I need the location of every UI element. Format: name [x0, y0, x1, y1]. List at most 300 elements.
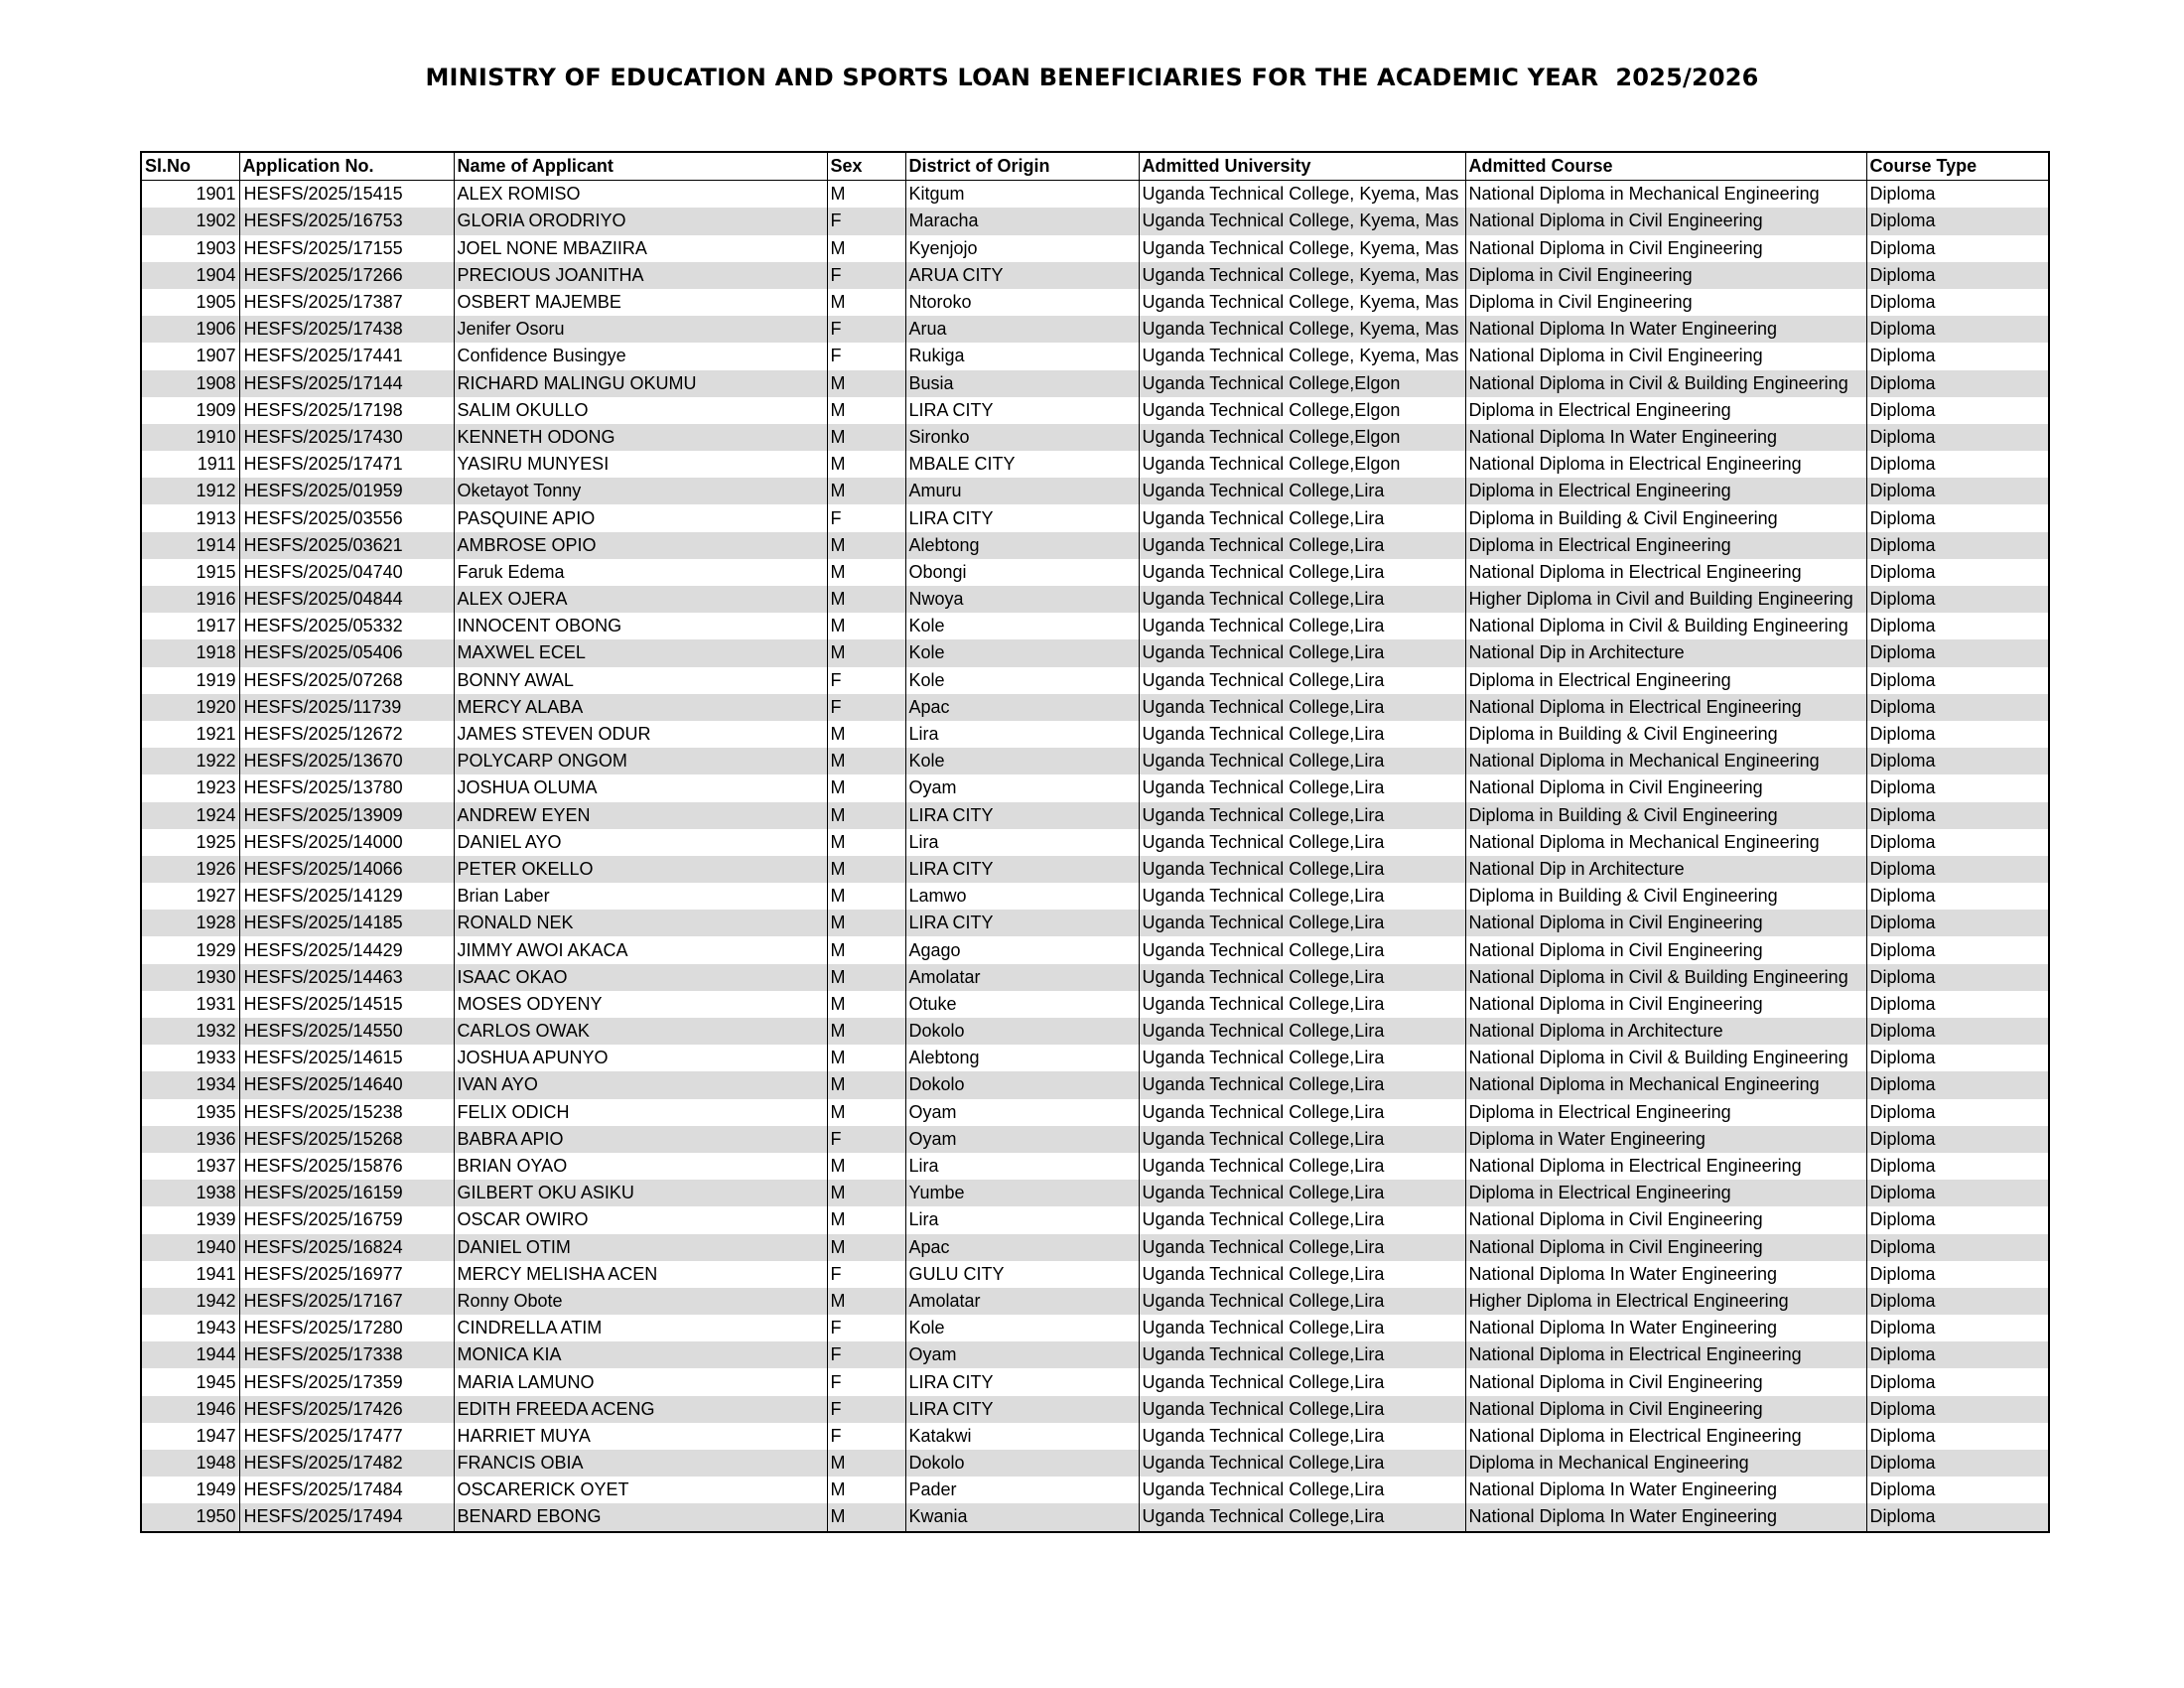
cell-sex: F	[827, 1423, 905, 1450]
cell-sex: M	[827, 1018, 905, 1045]
cell-course: National Diploma in Civil & Building Engineering	[1465, 1045, 1866, 1071]
cell-sex: M	[827, 1071, 905, 1098]
cell-name: MERCY ALABA	[454, 694, 827, 721]
cell-course: National Diploma in Electrical Engineering	[1465, 694, 1866, 721]
cell-name: Brian Laber	[454, 883, 827, 910]
table-row	[142, 936, 2048, 963]
cell-course: National Diploma In Water Engineering	[1465, 316, 1866, 343]
cell-course-type: Diploma	[1866, 721, 2048, 748]
table-row	[142, 1503, 2048, 1530]
cell-sex: F	[827, 1341, 905, 1368]
cell-sex: F	[827, 208, 905, 234]
cell-sex: F	[827, 694, 905, 721]
cell-university: Uganda Technical College,Lira	[1139, 829, 1465, 856]
cell-university: Uganda Technical College, Kyema, Mas	[1139, 289, 1465, 316]
table-row	[142, 991, 2048, 1018]
cell-district: Obongi	[905, 559, 1139, 586]
cell-slno: 1911	[197, 454, 236, 475]
cell-sex: M	[827, 613, 905, 639]
table-row	[142, 802, 2048, 829]
cell-name: GILBERT OKU ASIKU	[454, 1180, 827, 1206]
cell-course: Diploma in Electrical Engineering	[1465, 1180, 1866, 1206]
cell-district: Kitgum	[905, 181, 1139, 209]
cell-name: ALEX ROMISO	[454, 181, 827, 209]
cell-slno: 1920	[142, 694, 239, 721]
cell-course-type: Diploma	[1866, 748, 2048, 774]
cell-application-no: HESFS/2025/05406	[239, 639, 454, 666]
cell-district: Oyam	[905, 1099, 1139, 1126]
cell-name: Faruk Edema	[454, 559, 827, 586]
cell-name: OSBERT MAJEMBE	[454, 289, 827, 316]
cell-district: Arua	[905, 316, 1139, 343]
cell-course: National Diploma in Electrical Engineering	[1465, 451, 1866, 478]
cell-university: Uganda Technical College,Lira	[1139, 1153, 1465, 1180]
cell-university: Uganda Technical College,Lira	[1139, 586, 1465, 613]
cell-name: BABRA APIO	[454, 1126, 827, 1153]
cell-course: National Diploma in Civil & Building Engineering	[1465, 613, 1866, 639]
table-row	[142, 532, 2048, 559]
cell-university: Uganda Technical College,Lira	[1139, 1423, 1465, 1450]
cell-application-no: HESFS/2025/15238	[239, 1099, 454, 1126]
table-row	[142, 504, 2048, 531]
cell-university: Uganda Technical College,Lira	[1139, 478, 1465, 504]
cell-application-no: HESFS/2025/17471	[239, 451, 454, 478]
cell-sex: M	[827, 991, 905, 1018]
cell-course-type: Diploma	[1866, 289, 2048, 316]
cell-slno: 1917	[196, 616, 236, 636]
cell-application-no: HESFS/2025/05332	[239, 613, 454, 639]
cell-slno: 1932	[142, 1018, 239, 1045]
cell-slno: 1942	[142, 1288, 239, 1315]
cell-university: Uganda Technical College,Lira	[1139, 1018, 1465, 1045]
cell-course-type: Diploma	[1866, 1477, 2048, 1503]
column-header-course-type: Course Type	[1866, 153, 2048, 181]
cell-application-no: HESFS/2025/14129	[239, 883, 454, 910]
cell-slno: 1939	[196, 1209, 236, 1230]
cell-slno: 1910	[142, 424, 239, 451]
cell-sex: M	[827, 289, 905, 316]
cell-sex: M	[827, 748, 905, 774]
cell-course: Diploma in Building & Civil Engineering	[1465, 504, 1866, 531]
cell-slno: 1937	[196, 1156, 236, 1177]
table-row	[142, 1396, 2048, 1423]
cell-university: Uganda Technical College,Lira	[1139, 559, 1465, 586]
column-header-slno: Sl.No	[142, 153, 239, 181]
table-row	[142, 370, 2048, 397]
cell-course: National Diploma in Civil Engineering	[1465, 991, 1866, 1018]
cell-course-type: Diploma	[1866, 1071, 2048, 1098]
cell-name: ALEX OJERA	[454, 586, 827, 613]
cell-application-no: HESFS/2025/17482	[239, 1450, 454, 1477]
cell-name: POLYCARP ONGOM	[454, 748, 827, 774]
cell-name: EDITH FREEDA ACENG	[454, 1396, 827, 1423]
cell-name: JIMMY AWOI AKACA	[454, 936, 827, 963]
table-row	[142, 721, 2048, 748]
cell-sex: M	[827, 1288, 905, 1315]
cell-application-no: HESFS/2025/03621	[239, 532, 454, 559]
cell-district: Amolatar	[905, 964, 1139, 991]
column-header-university: Admitted University	[1139, 153, 1465, 181]
cell-slno: 1931	[196, 993, 236, 1014]
cell-application-no: HESFS/2025/17426	[239, 1396, 454, 1423]
cell-slno: 1936	[142, 1126, 239, 1153]
cell-university: Uganda Technical College, Kyema, Mas	[1139, 343, 1465, 369]
cell-course: National Diploma in Civil & Building Engineering	[1465, 964, 1866, 991]
cell-sex: M	[827, 1503, 905, 1530]
cell-name: YASIRU MUNYESI	[454, 451, 827, 478]
cell-course-type: Diploma	[1866, 936, 2048, 963]
cell-sex: M	[827, 478, 905, 504]
cell-university: Uganda Technical College,Lira	[1139, 1045, 1465, 1071]
cell-application-no: HESFS/2025/04740	[239, 559, 454, 586]
cell-district: Alebtong	[905, 1045, 1139, 1071]
cell-slno: 1948	[142, 1450, 239, 1477]
table-row	[142, 424, 2048, 451]
cell-district: Maracha	[905, 208, 1139, 234]
cell-sex: M	[827, 1180, 905, 1206]
cell-course-type: Diploma	[1866, 586, 2048, 613]
cell-district: Alebtong	[905, 532, 1139, 559]
cell-course: Diploma in Electrical Engineering	[1465, 1099, 1866, 1126]
cell-application-no: HESFS/2025/16977	[239, 1261, 454, 1288]
cell-university: Uganda Technical College, Kyema, Mas	[1139, 235, 1465, 262]
cell-slno: 1906	[142, 316, 239, 343]
cell-name: BENARD EBONG	[454, 1503, 827, 1530]
cell-district: Kyenjojo	[905, 235, 1139, 262]
cell-course: Diploma in Electrical Engineering	[1465, 532, 1866, 559]
cell-application-no: HESFS/2025/17387	[239, 289, 454, 316]
cell-course-type: Diploma	[1866, 1288, 2048, 1315]
table-row	[142, 1288, 2048, 1315]
cell-name: PASQUINE APIO	[454, 504, 827, 531]
cell-sex: M	[827, 370, 905, 397]
cell-course: National Diploma in Electrical Engineering	[1465, 559, 1866, 586]
cell-name: Ronny Obote	[454, 1288, 827, 1315]
cell-name: DANIEL OTIM	[454, 1234, 827, 1261]
cell-district: Agago	[905, 936, 1139, 963]
cell-university: Uganda Technical College,Lira	[1139, 1450, 1465, 1477]
cell-university: Uganda Technical College,Lira	[1139, 1180, 1465, 1206]
cell-name: SALIM OKULLO	[454, 397, 827, 424]
table-row	[142, 289, 2048, 316]
cell-course-type: Diploma	[1866, 910, 2048, 936]
cell-application-no: HESFS/2025/14550	[239, 1018, 454, 1045]
table-row	[142, 1341, 2048, 1368]
cell-application-no: HESFS/2025/16159	[239, 1180, 454, 1206]
cell-university: Uganda Technical College,Lira	[1139, 1315, 1465, 1341]
cell-name: CARLOS OWAK	[454, 1018, 827, 1045]
cell-name: JOEL NONE MBAZIIRA	[454, 235, 827, 262]
cell-slno: 1925	[196, 831, 236, 852]
cell-application-no: HESFS/2025/11739	[239, 694, 454, 721]
cell-district: Oyam	[905, 1126, 1139, 1153]
cell-application-no: HESFS/2025/15876	[239, 1153, 454, 1180]
table-row	[142, 639, 2048, 666]
cell-slno: 1950	[142, 1503, 239, 1530]
cell-university: Uganda Technical College,Lira	[1139, 936, 1465, 963]
cell-sex: M	[827, 235, 905, 262]
cell-university: Uganda Technical College,Lira	[1139, 694, 1465, 721]
cell-district: Katakwi	[905, 1423, 1139, 1450]
table-row	[142, 1423, 2048, 1450]
cell-course-type: Diploma	[1866, 1018, 2048, 1045]
cell-sex: M	[827, 802, 905, 829]
cell-name: CINDRELLA ATIM	[454, 1315, 827, 1341]
cell-course: National Diploma in Mechanical Engineering	[1465, 748, 1866, 774]
cell-district: Dokolo	[905, 1071, 1139, 1098]
table-row	[142, 774, 2048, 801]
cell-name: DANIEL AYO	[454, 829, 827, 856]
cell-slno: 1901	[196, 184, 236, 205]
cell-course: National Diploma in Mechanical Engineering	[1465, 181, 1866, 209]
cell-application-no: HESFS/2025/13909	[239, 802, 454, 829]
cell-course-type: Diploma	[1866, 208, 2048, 234]
cell-sex: M	[827, 1477, 905, 1503]
cell-application-no: HESFS/2025/17438	[239, 316, 454, 343]
table-row	[142, 1315, 2048, 1341]
cell-district: LIRA CITY	[905, 397, 1139, 424]
cell-slno: 1933	[196, 1048, 236, 1068]
cell-application-no: HESFS/2025/17484	[239, 1477, 454, 1503]
cell-course-type: Diploma	[1866, 1234, 2048, 1261]
cell-district: MBALE CITY	[905, 451, 1139, 478]
column-header-application-no: Application No.	[239, 153, 454, 181]
cell-slno: 1921	[196, 724, 236, 745]
table-row	[142, 1234, 2048, 1261]
cell-university: Uganda Technical College,Lira	[1139, 532, 1465, 559]
cell-slno: 1908	[142, 370, 239, 397]
cell-name: ISAAC OKAO	[454, 964, 827, 991]
cell-course: National Diploma in Civil Engineering	[1465, 1396, 1866, 1423]
cell-name: JOSHUA APUNYO	[454, 1045, 827, 1071]
cell-slno: 1929	[196, 939, 236, 960]
table-row	[142, 1206, 2048, 1233]
cell-slno: 1916	[142, 586, 239, 613]
cell-name: BRIAN OYAO	[454, 1153, 827, 1180]
cell-sex: M	[827, 1234, 905, 1261]
table-row	[142, 694, 2048, 721]
cell-course-type: Diploma	[1866, 639, 2048, 666]
table-row	[142, 1045, 2048, 1071]
cell-district: Oyam	[905, 1341, 1139, 1368]
cell-university: Uganda Technical College,Elgon	[1139, 397, 1465, 424]
cell-course: National Diploma in Architecture	[1465, 1018, 1866, 1045]
table-row	[142, 910, 2048, 936]
cell-sex: M	[827, 1206, 905, 1233]
cell-course: National Diploma In Water Engineering	[1465, 1477, 1866, 1503]
cell-course-type: Diploma	[1866, 1045, 2048, 1071]
cell-slno: 1941	[196, 1263, 236, 1284]
table-row	[142, 586, 2048, 613]
cell-course: Diploma in Electrical Engineering	[1465, 667, 1866, 694]
table-row	[142, 451, 2048, 478]
table-row	[142, 181, 2048, 209]
cell-course-type: Diploma	[1866, 504, 2048, 531]
cell-application-no: HESFS/2025/17494	[239, 1503, 454, 1530]
table-row	[142, 235, 2048, 262]
cell-name: JAMES STEVEN ODUR	[454, 721, 827, 748]
cell-course: National Diploma in Civil Engineering	[1465, 208, 1866, 234]
cell-sex: M	[827, 721, 905, 748]
cell-sex: M	[827, 397, 905, 424]
cell-sex: M	[827, 181, 905, 209]
cell-course-type: Diploma	[1866, 451, 2048, 478]
table-row	[142, 262, 2048, 289]
cell-course: National Diploma in Civil & Building Engineering	[1465, 370, 1866, 397]
cell-district: Lira	[905, 829, 1139, 856]
cell-course: Higher Diploma in Electrical Engineering	[1465, 1288, 1866, 1315]
cell-course: National Diploma in Mechanical Engineering	[1465, 829, 1866, 856]
cell-course-type: Diploma	[1866, 1396, 2048, 1423]
cell-university: Uganda Technical College,Lira	[1139, 504, 1465, 531]
cell-course: Diploma in Mechanical Engineering	[1465, 1450, 1866, 1477]
cell-sex: M	[827, 829, 905, 856]
cell-course: National Diploma In Water Engineering	[1465, 1315, 1866, 1341]
cell-course-type: Diploma	[1866, 1423, 2048, 1450]
cell-university: Uganda Technical College,Lira	[1139, 1288, 1465, 1315]
cell-slno: 1902	[142, 208, 239, 234]
cell-course-type: Diploma	[1866, 613, 2048, 639]
table-row	[142, 1018, 2048, 1045]
cell-course: National Diploma in Electrical Engineering	[1465, 1153, 1866, 1180]
cell-district: Dokolo	[905, 1450, 1139, 1477]
cell-course-type: Diploma	[1866, 883, 2048, 910]
cell-name: KENNETH ODONG	[454, 424, 827, 451]
beneficiaries-table	[140, 151, 2050, 1533]
cell-course-type: Diploma	[1866, 774, 2048, 801]
cell-district: Dokolo	[905, 1018, 1139, 1045]
cell-name: MAXWEL ECEL	[454, 639, 827, 666]
cell-sex: F	[827, 667, 905, 694]
cell-district: Otuke	[905, 991, 1139, 1018]
cell-application-no: HESFS/2025/13780	[239, 774, 454, 801]
cell-name: Jenifer Osoru	[454, 316, 827, 343]
cell-application-no: HESFS/2025/14066	[239, 856, 454, 883]
cell-district: Yumbe	[905, 1180, 1139, 1206]
cell-slno: 1945	[196, 1371, 236, 1392]
cell-slno: 1927	[196, 886, 236, 907]
cell-district: ARUA CITY	[905, 262, 1139, 289]
cell-name: AMBROSE OPIO	[454, 532, 827, 559]
cell-name: MOSES ODYENY	[454, 991, 827, 1018]
cell-course-type: Diploma	[1866, 1450, 2048, 1477]
cell-application-no: HESFS/2025/14615	[239, 1045, 454, 1071]
cell-slno: 1924	[142, 802, 239, 829]
cell-course-type: Diploma	[1866, 316, 2048, 343]
cell-sex: M	[827, 639, 905, 666]
cell-application-no: HESFS/2025/17280	[239, 1315, 454, 1341]
table-row	[142, 829, 2048, 856]
cell-sex: M	[827, 1045, 905, 1071]
cell-slno: 1912	[142, 478, 239, 504]
cell-name: ANDREW EYEN	[454, 802, 827, 829]
cell-sex: M	[827, 856, 905, 883]
cell-district: Kole	[905, 748, 1139, 774]
table-row	[142, 667, 2048, 694]
cell-course: National Diploma in Electrical Engineering	[1465, 1341, 1866, 1368]
cell-course: Diploma in Electrical Engineering	[1465, 478, 1866, 504]
cell-university: Uganda Technical College,Lira	[1139, 1341, 1465, 1368]
cell-application-no: HESFS/2025/14515	[239, 991, 454, 1018]
cell-application-no: HESFS/2025/17359	[239, 1368, 454, 1395]
cell-slno: 1935	[196, 1101, 236, 1122]
cell-district: Pader	[905, 1477, 1139, 1503]
cell-university: Uganda Technical College,Lira	[1139, 1503, 1465, 1530]
table-row	[142, 856, 2048, 883]
cell-application-no: HESFS/2025/17338	[239, 1341, 454, 1368]
cell-slno: 1919	[196, 669, 236, 690]
cell-course: National Dip in Architecture	[1465, 639, 1866, 666]
cell-name: GLORIA ORODRIYO	[454, 208, 827, 234]
cell-sex: M	[827, 964, 905, 991]
cell-district: GULU CITY	[905, 1261, 1139, 1288]
cell-sex: M	[827, 1153, 905, 1180]
cell-slno: 1928	[142, 910, 239, 936]
cell-university: Uganda Technical College,Lira	[1139, 883, 1465, 910]
cell-slno: 1943	[196, 1318, 236, 1338]
cell-application-no: HESFS/2025/14640	[239, 1071, 454, 1098]
table-row	[142, 316, 2048, 343]
cell-course-type: Diploma	[1866, 343, 2048, 369]
cell-name: FELIX ODICH	[454, 1099, 827, 1126]
cell-course: National Diploma in Electrical Engineering	[1465, 1423, 1866, 1450]
cell-district: Sironko	[905, 424, 1139, 451]
cell-district: LIRA CITY	[905, 1368, 1139, 1395]
cell-course: Diploma in Water Engineering	[1465, 1126, 1866, 1153]
table-row	[142, 964, 2048, 991]
cell-course: Diploma in Civil Engineering	[1465, 262, 1866, 289]
cell-application-no: HESFS/2025/14185	[239, 910, 454, 936]
cell-slno: 1923	[196, 777, 236, 798]
cell-name: FRANCIS OBIA	[454, 1450, 827, 1477]
cell-course-type: Diploma	[1866, 829, 2048, 856]
cell-course: Higher Diploma in Civil and Building Engineering	[1465, 586, 1866, 613]
cell-district: Kole	[905, 1315, 1139, 1341]
cell-district: Lamwo	[905, 883, 1139, 910]
cell-district: Kole	[905, 667, 1139, 694]
cell-district: LIRA CITY	[905, 910, 1139, 936]
cell-district: Lira	[905, 1153, 1139, 1180]
cell-course-type: Diploma	[1866, 667, 2048, 694]
cell-name: RONALD NEK	[454, 910, 827, 936]
cell-sex: M	[827, 424, 905, 451]
cell-district: LIRA CITY	[905, 802, 1139, 829]
cell-slno: 1918	[142, 639, 239, 666]
cell-sex: M	[827, 559, 905, 586]
cell-name: HARRIET MUYA	[454, 1423, 827, 1450]
cell-application-no: HESFS/2025/16824	[239, 1234, 454, 1261]
cell-district: Kole	[905, 639, 1139, 666]
cell-application-no: HESFS/2025/16759	[239, 1206, 454, 1233]
table-row	[142, 1180, 2048, 1206]
cell-district: Amolatar	[905, 1288, 1139, 1315]
cell-university: Uganda Technical College, Kyema, Mas	[1139, 181, 1465, 209]
cell-slno: 1940	[142, 1234, 239, 1261]
table-row	[142, 748, 2048, 774]
cell-sex: M	[827, 451, 905, 478]
cell-course-type: Diploma	[1866, 1153, 2048, 1180]
cell-slno: 1947	[196, 1425, 236, 1446]
cell-course: National Diploma in Civil Engineering	[1465, 235, 1866, 262]
cell-slno: 1922	[142, 748, 239, 774]
cell-sex: M	[827, 1099, 905, 1126]
cell-course: National Diploma in Civil Engineering	[1465, 1368, 1866, 1395]
cell-sex: F	[827, 504, 905, 531]
cell-course-type: Diploma	[1866, 262, 2048, 289]
cell-university: Uganda Technical College,Lira	[1139, 910, 1465, 936]
cell-name: JOSHUA OLUMA	[454, 774, 827, 801]
cell-sex: M	[827, 774, 905, 801]
